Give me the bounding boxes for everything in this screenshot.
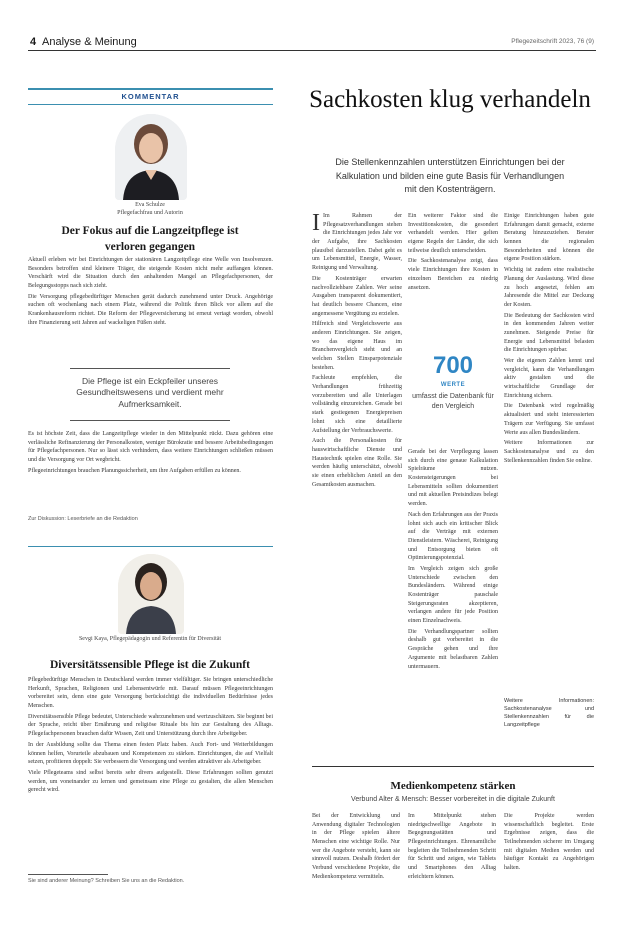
feature-column-1 bbox=[312, 212, 402, 491]
quote-rule-bottom bbox=[70, 420, 230, 421]
footnote-rule bbox=[28, 874, 108, 875]
paragraph: Pflegebedürftige Menschen in Deutschland werden immer vielfältiger. Sie bringen unterschiedliche Herkunft, Sprachen, Religionen und Lebensentwürfe mit. Darauf müssen Pflegeeinrichtungen vorbereitet sein, denn eine gute Versorgung berücksichtigt die individuellen Bedürfnisse jedes Menschen. bbox=[28, 677, 273, 710]
author-portrait-2 bbox=[118, 554, 184, 634]
paragraph: Nach den Erfahrungen aus der Praxis lohnt sich auch ein kritischer Blick auf die Verträge mit externen Dienstleistern. Wäscherei, Reinigung und Entsorgung bieten oft Optimierungspotenzial. bbox=[408, 511, 498, 562]
kommentar-rule-top bbox=[28, 88, 273, 90]
paragraph: Wer die eigenen Zahlen kennt und vergleicht, kann die Verhandlungen aktiv gestalten und die wirtschaftliche Grundlage der Einrichtung sichern. bbox=[504, 358, 594, 399]
paragraph: In der Ausbildung sollte das Thema einen festen Platz haben. Auch Fort- und Weiterbildungen können helfen, Vorurteile abzubauen und Kompetenzen zu stärken. Einrichtungen, die auf Vielfalt setzen, profitieren doppelt: Sie verbessern die Versorgung und werden attraktiver als Arbeitgeber. bbox=[28, 741, 273, 766]
commentary2-title: Diversitätssensible Pflege ist die Zukunft bbox=[50, 659, 250, 671]
feature-note: Weitere Informationen: Sachkostenanalyse und Stellenkennzahlen für die Langzeitpflege bbox=[504, 698, 594, 728]
paragraph: Viele Pflegeteams sind selbst bereits sehr divers aufgestellt. Diese Erfahrungen sollten genutzt werden, um voneinander zu lernen und gemeinsam eine Pflege zu gestalten, die allen Menschen gerecht wird. bbox=[28, 769, 273, 794]
section-title: Analyse & Meinung bbox=[42, 36, 137, 48]
paragraph-text: Im Rahmen der Pflegesatzverhandlungen stehen die Einrichtungen jedes Jahr vor der Aufgabe, ihre Sachkosten plausibel darzustellen. Dabei geht es um Lebensmittel, Energie, Wasser, Reinigung und Verwaltung. bbox=[312, 213, 402, 272]
paragraph: Auch die Personalkosten für hauswirtschaftliche Dienste und Haustechnik spielen eine Rolle. Sie werden häufig unterschätzt, obwohl sie einen erheblichen Anteil an den Gesamtkosten ausmachen. bbox=[312, 438, 402, 488]
commentary1-title: Der Fokus auf die Langzeitpflege ist verloren gegangen bbox=[61, 225, 239, 253]
paragraph: Aktuell erleben wir bei Einrichtungen der stationären Langzeitpflege eine Welle von Insolvenzen. Besonders betroffen sind kleinere Träger, die steigende Kosten nicht mehr auffangen können. Verschärft wird die Situation durch den anhaltenden Mangel an Pflegefachpersonen, der Belegungsstopps nach sich zieht. bbox=[28, 257, 273, 290]
box-rule bbox=[312, 766, 594, 767]
feature-column-3 bbox=[504, 212, 594, 467]
commentary2-footnote: Sie sind anderer Meinung? Schreiben Sie uns an die Redaktion. bbox=[28, 878, 185, 884]
author-caption-1 bbox=[60, 202, 240, 217]
paragraph: Die Versorgung pflegebedürftiger Menschen gerät dadurch zunehmend unter Druck. Angehörige suchen oft wochenlang nach einem Platz, während die Politik ihren Blick vor allem auf die Krankenhausreform richtet. Die Reform der Pflegeversicherung ist erneut vertagt worden, obwohl ihre Finanzierung seit Jahren auf wackeligen Füßen steht. bbox=[28, 293, 273, 326]
box-title: Medienkompetenz stärken bbox=[390, 780, 516, 792]
header-rule bbox=[28, 50, 596, 51]
box-column-1: Bei der Entwicklung und Anwendung digitaler Technologien in der Pflege spielen ältere Menschen eine wichtige Rolle. Nur wer die Angebote versteht, kann sie sinnvoll nutzen. Deshalb fördert der Verbund verschiedene Projekte, die Medienkompetenz vermitteln. bbox=[312, 813, 400, 880]
paragraph: Die Kostenträger erwarten nachvollziehbare Zahlen. Wer seine Ausgaben transparent dokumentiert, hat deutlich bessere Chancen, eine angemessene Vergütung zu erzielen. bbox=[312, 275, 402, 317]
author-caption-2: Sevgi Kaya, Pflegepädagogin und Referentin für Diversität bbox=[78, 636, 222, 642]
pull-quote: Die Pflege ist ein Eckpfeiler unseres Gesundheitswesens und verdient mehr Aufmerksamkeit. bbox=[76, 376, 224, 409]
commentary2-body bbox=[28, 676, 273, 797]
kommentar-rule-bottom bbox=[28, 104, 273, 105]
box-subtitle: Verbund Alter & Mensch: Besser vorbereitet in die digitale Zukunft bbox=[351, 796, 555, 803]
paragraph: Im Vergleich zeigen sich große Unterschiede zwischen den Bundesländern. Während einige Kostenträger pauschale Steigerungsraten akzeptieren, verlangen andere für jede Position einen Einzelnachweis. bbox=[408, 565, 498, 625]
paragraph: Die Sachkostenanalyse zeigt, dass viele Einrichtungen ihre Kosten in einzelnen Bereichen zu niedrig ansetzen. bbox=[408, 258, 498, 291]
paragraph: Diversitätssensible Pflege bedeutet, Unterschiede wahrzunehmen und wertzuschätzen. Sie beginnt bei der Sprache, reicht über Ernährung und religiöse Rituale bis hin zur Gestaltung des Alltags. Pflegefachpersonen brauchen dafür Wissen, Zeit und Unterstützung durch ihre Arbeitgeber. bbox=[28, 713, 273, 738]
commentary1-footnote: Zur Diskussion: Leserbriefe an die Redaktion bbox=[28, 516, 138, 522]
commentary1-body bbox=[28, 256, 273, 330]
kommentar-label: KOMMENTAR bbox=[121, 92, 180, 101]
box-column-2: Im Mittelpunkt stehen niedrigschwellige Angebote in Begegnungsstätten und Pflegeeinrichtungen. Ehrenamtliche begleiten die Teilnehmenden Schritt für Schritt und zeigen, wie Tablets und Smartphones den Alltag erleichtern können. bbox=[408, 813, 496, 880]
drop-cap: I bbox=[312, 210, 320, 236]
paragraph: Es ist höchste Zeit, dass die Langzeitpflege wieder in den Mittelpunkt rückt. Dazu gehören eine verlässliche Refinanzierung der Personalkosten, weniger Bürokratie und bessere Arbeitsbedingungen für Pflegefachpersonen. Nur so lässt sich verhindern, dass weitere Einrichtungen schließen müssen und die Versorgung vor Ort wegbricht. bbox=[28, 431, 273, 464]
stat-label: WERTE bbox=[440, 382, 466, 388]
portrait-woman-1 bbox=[115, 114, 187, 200]
paragraph: Fachleute empfehlen, die Verhandlungen frühzeitig vorzubereiten und alle Unterlagen vollständig einzureichen. Gerade bei stark gestiegenen Energiepreisen lohnt sich eine detaillierte Aufstellung der Verbrauchswerte. bbox=[312, 375, 402, 434]
paragraph: Hilfreich sind Vergleichswerte aus anderen Einrichtungen. Sie zeigen, wo das eigene Haus im Branchenvergleich steht und an welchen Stellen Einsparpotenziale bestehen. bbox=[312, 321, 402, 371]
paragraph: Die Datenbank wird regelmäßig aktualisiert und steht interessierten Trägern zur Verfügung. Sie umfasst Werte aus allen Bundesländern. bbox=[504, 403, 594, 436]
commentary1-body-2 bbox=[28, 430, 273, 477]
issue-meta: Pflegezeitschrift 2023, 76 (9) bbox=[511, 38, 594, 45]
paragraph bbox=[312, 212, 402, 273]
paragraph: Weitere Informationen zur Sachkostenanalyse und zu den Stellenkennzahlen finden Sie online. bbox=[504, 440, 594, 464]
portrait-woman-2 bbox=[118, 554, 184, 634]
feature-column-2-top bbox=[408, 212, 498, 294]
author-role-1: Pflegefachfrau und Autorin bbox=[117, 209, 183, 216]
commentary2-rule bbox=[28, 546, 273, 547]
box-column-3: Die Projekte werden wissenschaftlich begleitet. Erste Ergebnisse zeigen, dass die Teilnehmenden sicherer im Umgang mit digitalen Medien werden und häufiger Kontakt zu Angehörigen halten. bbox=[504, 813, 594, 872]
quote-rule-top bbox=[70, 368, 230, 369]
stat-value: 700 bbox=[432, 352, 474, 379]
feature-headline: Sachkosten klug verhandeln bbox=[309, 86, 591, 113]
stat-description: umfasst die Datenbank für den Vergleich bbox=[412, 393, 494, 410]
paragraph: Pflegeeinrichtungen brauchen Planungssicherheit, um ihre Aufgaben erfüllen zu können. bbox=[28, 467, 241, 474]
paragraph: Einige Einrichtungen haben gute Erfahrungen damit gemacht, externe Beratung hinzuzuziehen. Berater kennen die regionalen Besonderheiten und können die eigene Position stärken. bbox=[504, 213, 594, 263]
paragraph: Die Bedeutung der Sachkosten wird in den kommenden Jahren weiter zunehmen. Steigende Preise für Energie und Lebensmittel belasten die Einrichtungen spürbar. bbox=[504, 312, 594, 354]
paragraph: Ein weiterer Faktor sind die Investitionskosten, die gesondert verhandelt werden. Hier gelten eigene Regeln der Länder, die sich teilweise deutlich unterscheiden. bbox=[408, 213, 498, 254]
paragraph: Gerade bei der Verpflegung lassen sich durch eine genaue Kalkulation Spielräume nutzen. Kostensteigerungen bei Lebensmitteln sollten dokumentiert und mit aktuellen Preisindizes belegt werden. bbox=[408, 449, 498, 508]
author-name-1: Eva Schulze bbox=[135, 202, 165, 208]
paragraph: Die Verhandlungspartner sollten deshalb gut vorbereitet in die Gespräche gehen und ihre Argumente mit belastbaren Zahlen untermauern. bbox=[408, 628, 498, 670]
feature-column-2-bottom bbox=[408, 448, 498, 673]
author-portrait-1 bbox=[115, 114, 187, 200]
page-number: 4 bbox=[30, 36, 37, 48]
feature-deck: Die Stellenkennzahlen unterstützen Einrichtungen bei der Kalkulation und bilden eine gute Basis für Verhandlungen mit den Kostenträgern. bbox=[335, 157, 565, 194]
paragraph: Wichtig ist zudem eine realistische Planung der Auslastung. Wird diese zu hoch angesetzt, fehlen am Jahresende die Mittel zur Deckung der Kosten. bbox=[504, 267, 594, 308]
